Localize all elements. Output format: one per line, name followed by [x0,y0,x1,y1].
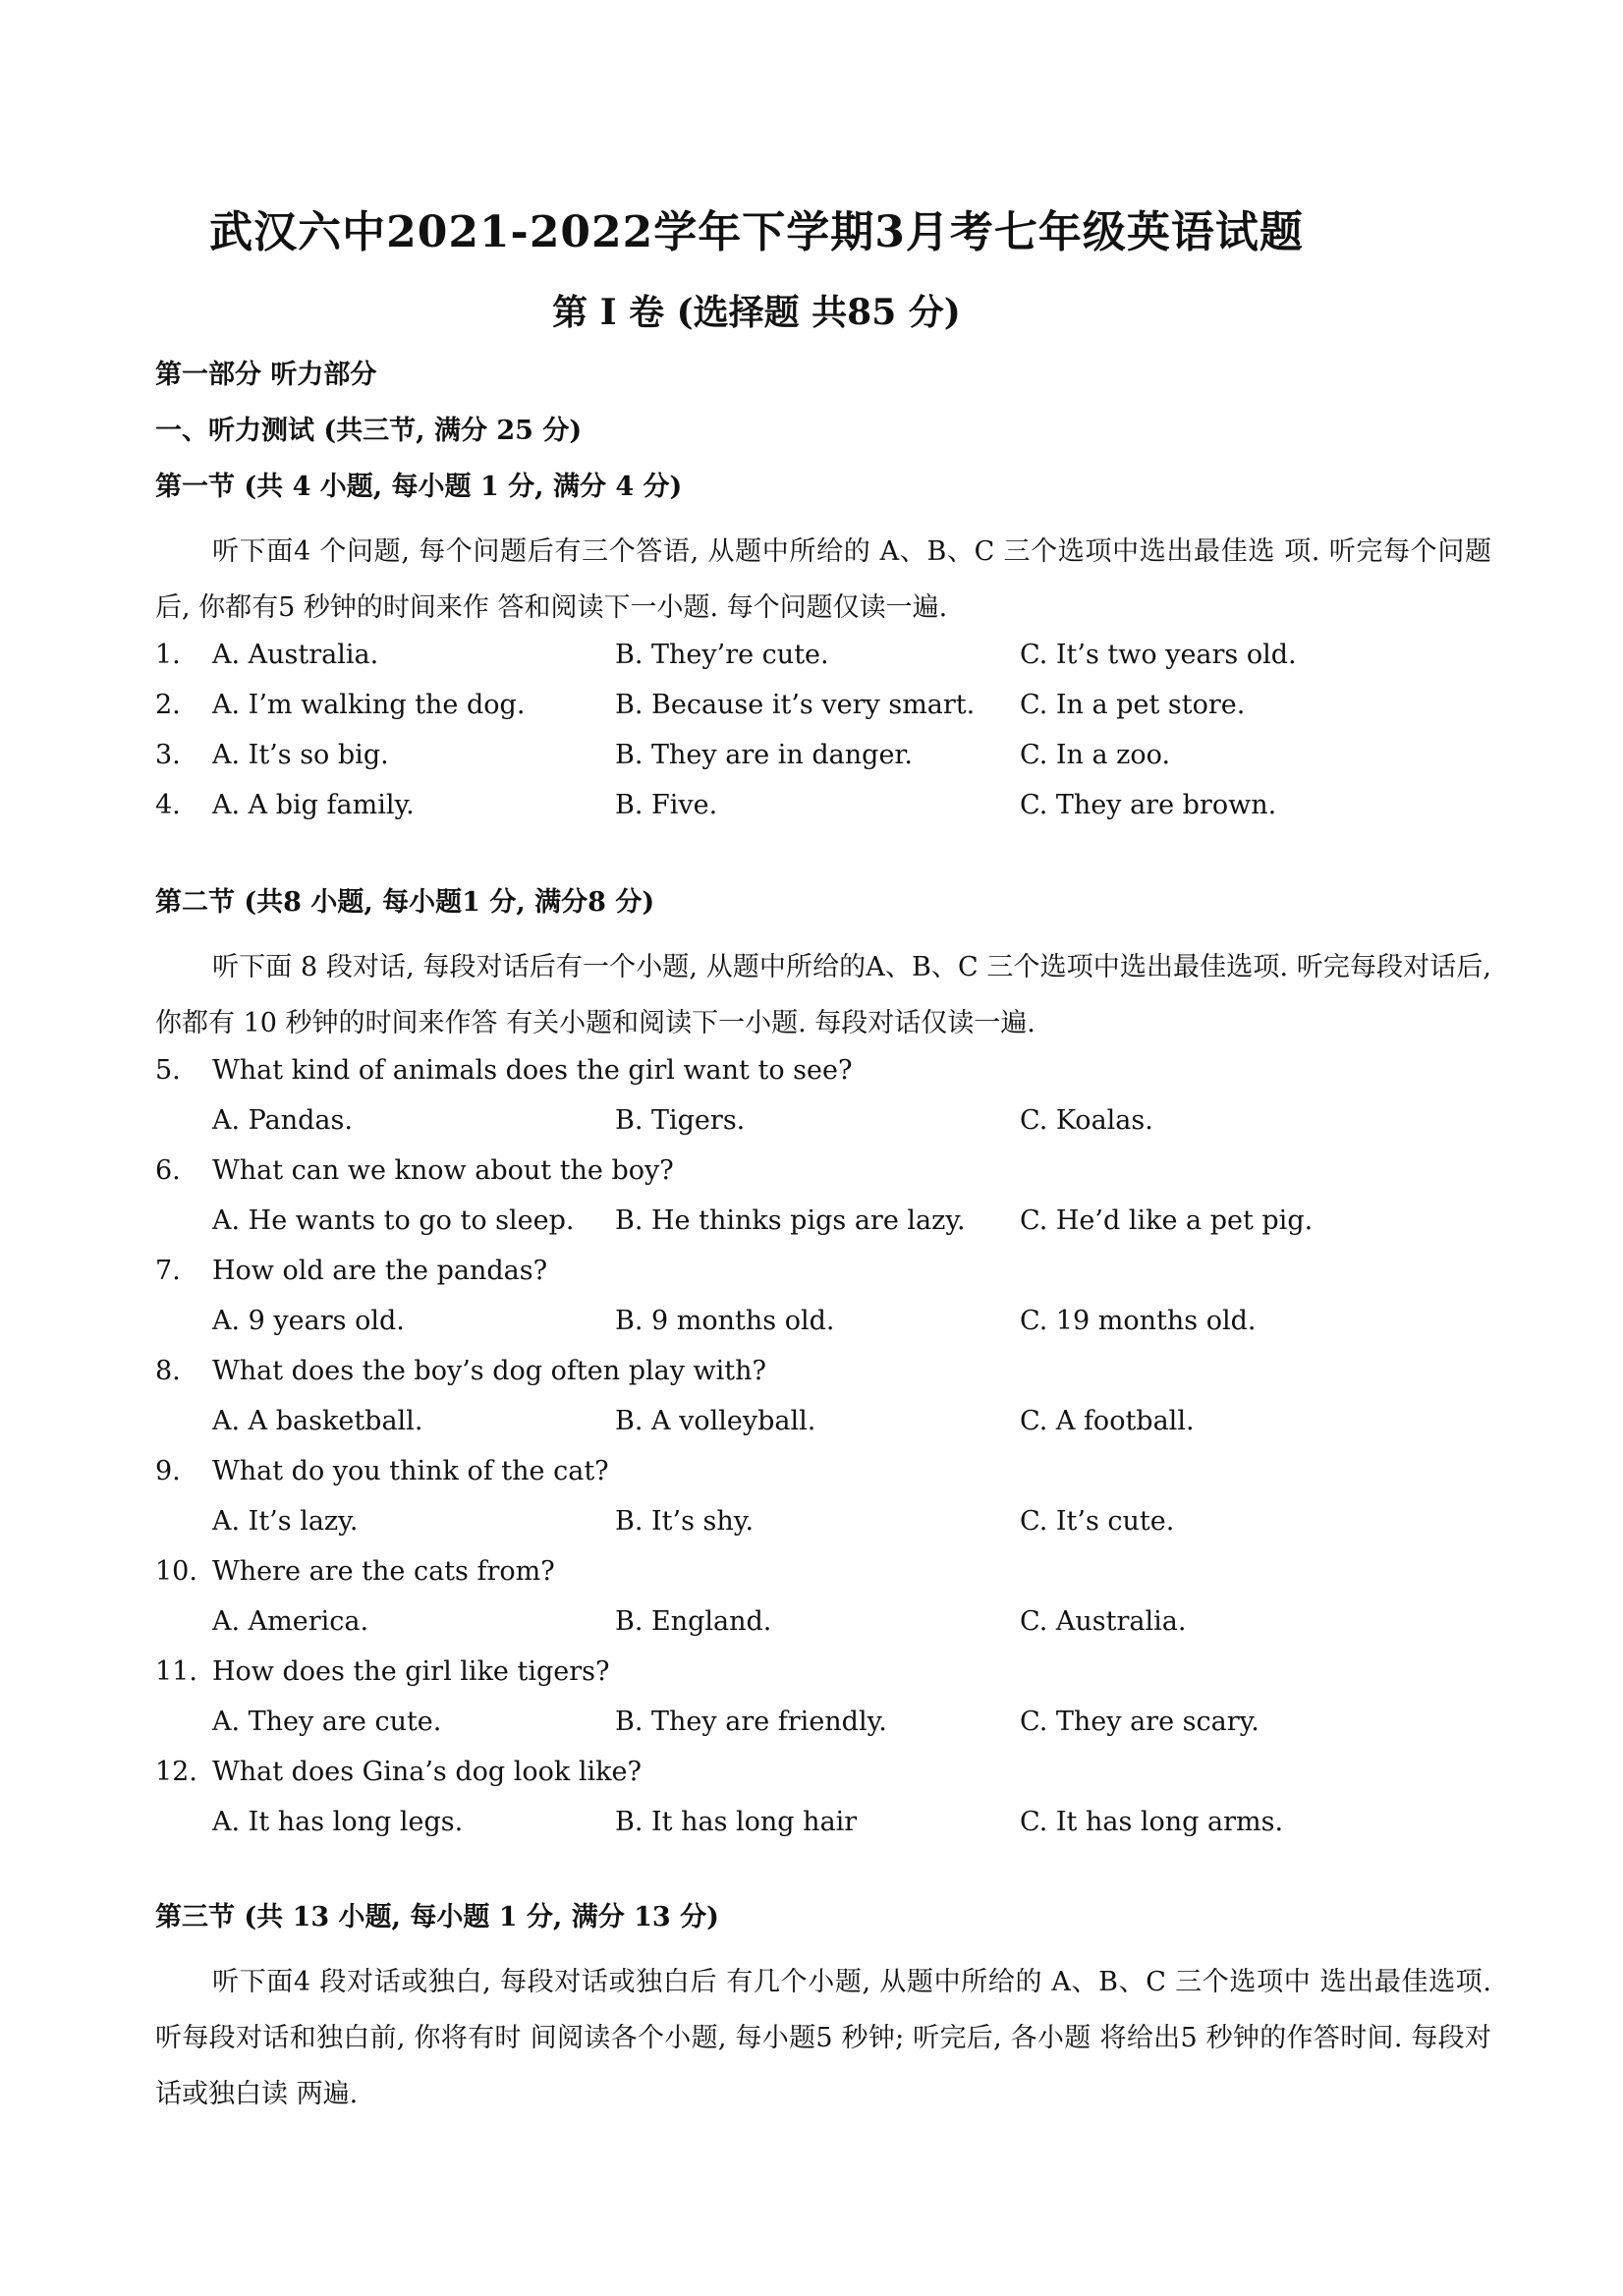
question-text: What does the boy’s dog often play with? [212,1356,767,1386]
s2-heading: 第二节 (共8 小题, 每小题1 分, 满分8 分) [155,887,655,918]
section-heading: 一、听力测试 (共三节, 满分 25 分) [155,416,583,446]
option-c: C. Australia. [1020,1606,1187,1637]
question-number: 4. [155,790,181,820]
question-text: Where are the cats from? [212,1556,555,1587]
option-c: C. Koalas. [1020,1105,1153,1136]
option-a: A. America. [212,1606,369,1637]
option-c: C. It’s two years old. [1020,640,1297,670]
question-number: 3. [155,740,181,770]
option-a: A. It’s lazy. [212,1506,359,1537]
question-row [155,1352,1491,1402]
option-a: A. He wants to go to sleep. [212,1205,575,1236]
option-b: B. A volleyball. [615,1406,816,1436]
option-c: C. It’s cute. [1020,1506,1175,1537]
option-b: B. They are friendly. [615,1707,887,1737]
question-row [155,636,1491,686]
question-number: 5. [155,1055,181,1086]
question-number: 2. [155,690,181,720]
question-number: 12. [155,1757,197,1787]
option-c: C. He’d like a pet pig. [1020,1205,1314,1236]
question-text: What does Gina’s dog look like? [212,1757,642,1787]
exam-content [155,356,1491,2122]
question-number: 1. [155,640,181,670]
option-b: B. England. [615,1606,772,1637]
question-row [155,686,1491,736]
question-row [155,1753,1491,1803]
question-row [155,1652,1491,1703]
options-row [155,1302,1491,1352]
question-text: How old are the pandas? [212,1256,548,1286]
option-c: C. It has long arms. [1020,1807,1284,1837]
question-text: What kind of animals does the girl want to see? [212,1055,853,1086]
option-b: B. Tigers. [615,1105,746,1136]
option-c: C. They are scary. [1020,1707,1259,1737]
option-b: B. It has long hair [615,1807,858,1837]
question-row [155,1252,1491,1302]
option-b: B. Five. [615,790,718,820]
question-text: What can we know about the boy? [212,1155,674,1186]
question-row [155,1051,1491,1101]
question-row [155,1452,1491,1502]
question-number: 6. [155,1155,181,1186]
spacer [155,1853,1491,1898]
option-a: A. I’m walking the dog. [212,690,526,720]
options-row [155,1703,1491,1753]
option-a: A. They are cute. [212,1707,442,1737]
question-number: 9. [155,1456,181,1486]
options-row [155,1101,1491,1151]
option-b: B. He thinks pigs are lazy. [615,1205,966,1236]
option-a: A. Australia. [212,640,379,670]
options-row [155,1602,1491,1652]
question-number: 8. [155,1356,181,1386]
question-row [155,1552,1491,1602]
question-text: What do you think of the cat? [212,1456,609,1486]
option-b: B. They are in danger. [615,740,913,770]
options-row [155,1202,1491,1252]
option-c: C. A football. [1020,1406,1195,1436]
part-heading: 第一部分 听力部分 [155,360,377,390]
question-text: How does the girl like tigers? [212,1656,610,1687]
exam-title: 武汉六中2021-2022学年下学期3月考七年级英语试题 [209,207,1304,257]
options-row [155,1502,1491,1552]
option-c: C. 19 months old. [1020,1306,1257,1336]
option-a: A. A basketball. [212,1406,423,1436]
option-a: A. It has long legs. [212,1807,464,1837]
option-b: B. Because it’s very smart. [615,690,976,720]
option-a: A. Pandas. [212,1105,353,1136]
option-a: A. It’s so big. [212,740,389,770]
paper-subtitle: 第 I 卷 (选择题 共85 分) [552,292,961,333]
options-row [155,1402,1491,1452]
question-row [155,1151,1491,1202]
question-row [155,786,1491,836]
s1-instruction: 听下面4 个问题, 每个问题后有三个答语, 从题中所给的 A、B、C 三个选项中选出最佳选 项. 听完每个问题后, 你都有5 秒钟的时间来作 答和阅读下一小题. 每个问题仅读一遍. [155,536,1491,623]
s2-instruction: 听下面 8 段对话, 每段对话后有一个小题, 从题中所给的A、B、C 三个选项中选出最佳选项. 听完每段对话后, 你都有 10 秒钟的时间来作答 有关小题和阅读下一小题. 每段对话仅读一遍. [155,952,1491,1038]
s1-heading: 第一节 (共 4 小题, 每小题 1 分, 满分 4 分) [155,472,683,502]
option-c: C. In a zoo. [1020,740,1171,770]
option-a: A. A big family. [212,790,415,820]
option-a: A. 9 years old. [212,1306,405,1336]
s3-instruction: 听下面4 段对话或独白, 每段对话或独白后 有几个小题, 从题中所给的 A、B、C 三个选项中 选出最佳选项. 听每段对话和独白前, 你将有时 间阅读各个小题, 每小题5 秒钟; 听完后, 各小题 将给出5 秒钟的作答时间. 每段对话或独白读 两遍. [155,1967,1492,2109]
option-b: B. It’s shy. [615,1506,755,1537]
question-number: 10. [155,1556,197,1587]
s3-heading: 第三节 (共 13 小题, 每小题 1 分, 满分 13 分) [155,1902,719,1932]
spacer [155,836,1491,883]
option-b: B. 9 months old. [615,1306,835,1336]
options-row [155,1803,1491,1853]
option-c: C. They are brown. [1020,790,1277,820]
question-row [155,736,1491,786]
option-c: C. In a pet store. [1020,690,1246,720]
question-number: 11. [155,1656,197,1687]
question-number: 7. [155,1256,181,1286]
option-b: B. They’re cute. [615,640,829,670]
